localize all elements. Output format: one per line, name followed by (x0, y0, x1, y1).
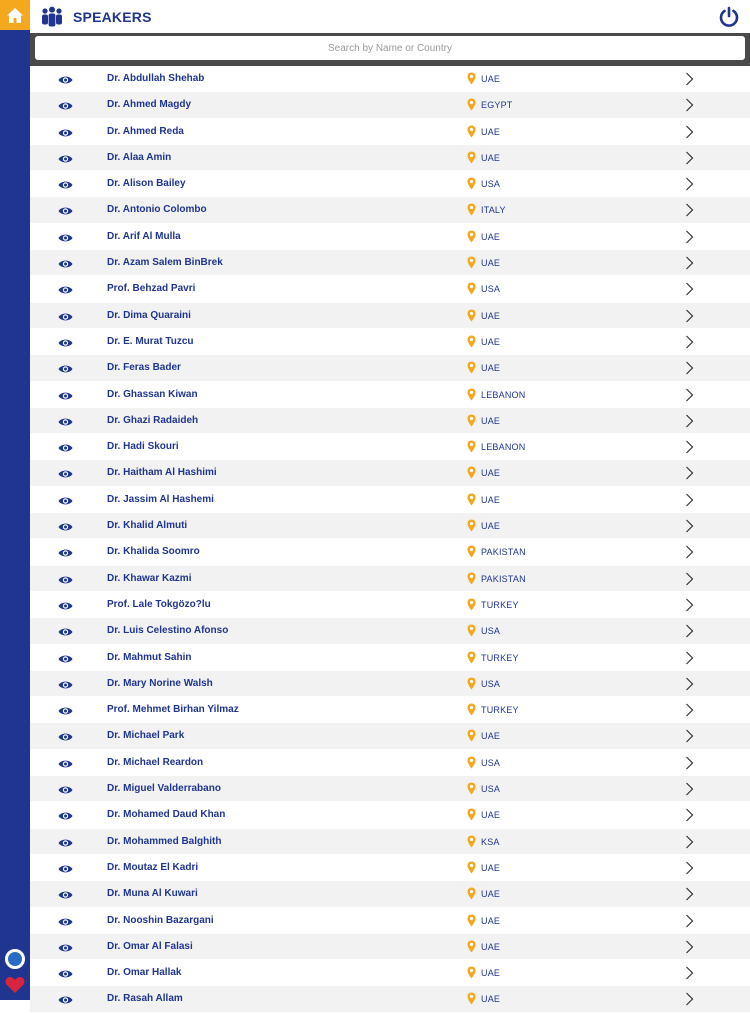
location-pin-icon (467, 861, 476, 874)
view-eye-icon[interactable] (58, 625, 73, 637)
search-bar (30, 33, 750, 67)
society-logo (3, 947, 27, 971)
speaker-row[interactable] (30, 460, 750, 486)
speaker-country: LEBANON (481, 442, 526, 453)
speaker-country: UAE (481, 415, 501, 426)
view-eye-icon[interactable] (58, 652, 73, 664)
speaker-row[interactable] (30, 592, 750, 618)
view-eye-icon[interactable] (58, 783, 73, 795)
speakers-group-icon (40, 6, 64, 28)
speaker-name: Dr. Arif Al Mulla (107, 230, 181, 242)
speaker-country: UAE (481, 336, 501, 347)
location-pin-icon (467, 493, 476, 506)
speaker-name: Dr. Mahmut Sahin (107, 651, 192, 663)
speaker-row[interactable] (30, 145, 750, 171)
speaker-country: USA (481, 678, 501, 689)
location-pin-icon (467, 466, 476, 479)
speaker-row[interactable] (30, 276, 750, 302)
chevron-right-icon[interactable] (685, 992, 694, 1006)
chevron-right-icon[interactable] (685, 545, 694, 559)
speaker-name: Dr. Mohamed Daud Khan (107, 809, 226, 821)
speaker-name: Dr. Miguel Valderrabano (107, 783, 221, 795)
view-eye-icon[interactable] (58, 573, 73, 585)
location-pin-icon (467, 808, 476, 821)
speaker-row[interactable] (30, 539, 750, 565)
speaker-name: Prof. Behzad Pavri (107, 283, 196, 295)
speaker-country: TURKEY (481, 652, 519, 663)
speaker-name: Dr. Michael Reardon (107, 756, 204, 768)
view-eye-icon[interactable] (58, 152, 73, 164)
location-pin-icon (467, 651, 476, 664)
view-eye-icon[interactable] (58, 941, 73, 953)
location-pin-icon (467, 335, 476, 348)
view-eye-icon[interactable] (58, 389, 73, 401)
speaker-country: USA (481, 626, 501, 637)
speaker-row[interactable] (30, 408, 750, 434)
view-eye-icon[interactable] (58, 310, 73, 322)
speaker-name: Dr. Omar Hallak (107, 967, 182, 979)
speaker-country: UAE (481, 231, 501, 242)
chevron-right-icon[interactable] (685, 151, 694, 165)
speaker-name: Dr. Ghazi Radaideh (107, 414, 199, 426)
speaker-country: UAE (481, 862, 501, 873)
speaker-row[interactable] (30, 855, 750, 881)
location-pin-icon (467, 98, 476, 111)
speaker-row[interactable] (30, 986, 750, 1012)
view-eye-icon[interactable] (58, 336, 73, 348)
location-pin-icon (467, 72, 476, 85)
speaker-country: UAE (481, 126, 501, 137)
speaker-row[interactable] (30, 434, 750, 460)
chevron-right-icon[interactable] (685, 388, 694, 402)
view-eye-icon[interactable] (58, 231, 73, 243)
heart-icon (5, 976, 25, 994)
speaker-name: Dr. Mary Norine Walsh (107, 677, 213, 689)
speaker-country: UAE (481, 889, 501, 900)
speaker-country: UAE (481, 968, 501, 979)
location-pin-icon (467, 887, 476, 900)
speaker-row[interactable] (30, 645, 750, 671)
view-eye-icon[interactable] (58, 678, 73, 690)
speaker-row[interactable] (30, 487, 750, 513)
speaker-row[interactable] (30, 750, 750, 776)
speaker-row[interactable] (30, 329, 750, 355)
speaker-name: Dr. Haitham Al Hashimi (107, 467, 217, 479)
speaker-name: Dr. Alaa Amin (107, 151, 172, 163)
speaker-name: Dr. Dima Quaraini (107, 309, 191, 321)
location-pin-icon (467, 177, 476, 190)
chevron-right-icon[interactable] (685, 808, 694, 822)
speaker-row[interactable] (30, 382, 750, 408)
power-icon[interactable] (718, 6, 740, 28)
chevron-right-icon[interactable] (685, 519, 694, 533)
speaker-country: UAE (481, 494, 501, 505)
speaker-name: Dr. Moutaz El Kadri (107, 861, 199, 873)
speaker-country: TURKEY (481, 705, 519, 716)
location-pin-icon (467, 519, 476, 532)
chevron-right-icon[interactable] (685, 966, 694, 980)
location-pin-icon (467, 203, 476, 216)
chevron-right-icon[interactable] (685, 940, 694, 954)
speaker-row[interactable] (30, 224, 750, 250)
location-pin-icon (467, 992, 476, 1005)
speaker-row[interactable] (30, 250, 750, 276)
location-pin-icon (467, 388, 476, 401)
speaker-name: Dr. Rasah Allam (107, 993, 183, 1005)
speaker-country: UAE (481, 74, 501, 84)
conference-banner (0, 0, 30, 1000)
speaker-country: LEBANON (481, 389, 526, 400)
speaker-country: UAE (481, 258, 501, 269)
speaker-row[interactable] (30, 171, 750, 197)
location-pin-icon (467, 677, 476, 690)
speaker-country: USA (481, 179, 501, 190)
location-pin-icon (467, 309, 476, 322)
location-pin-icon (467, 624, 476, 637)
chevron-right-icon[interactable] (685, 677, 694, 691)
speaker-row[interactable] (30, 513, 750, 539)
location-pin-icon (467, 151, 476, 164)
view-eye-icon[interactable] (58, 99, 73, 111)
speaker-country: EGYPT (481, 100, 513, 111)
speaker-country: UAE (481, 810, 501, 821)
view-eye-icon[interactable] (58, 126, 73, 138)
chevron-right-icon[interactable] (685, 914, 694, 928)
speaker-row[interactable] (30, 66, 750, 92)
speaker-row[interactable] (30, 618, 750, 644)
chevron-right-icon[interactable] (685, 729, 694, 743)
speaker-row[interactable] (30, 908, 750, 934)
speaker-country: UAE (481, 521, 501, 532)
chevron-right-icon[interactable] (685, 98, 694, 112)
chevron-right-icon[interactable] (685, 756, 694, 770)
chevron-right-icon[interactable] (685, 572, 694, 586)
speaker-name: Dr. Antonio Colombo (107, 204, 207, 216)
view-eye-icon[interactable] (58, 283, 73, 295)
chevron-right-icon[interactable] (685, 230, 694, 244)
location-pin-icon (467, 914, 476, 927)
chevron-right-icon[interactable] (685, 861, 694, 875)
speaker-name: Dr. Alison Bailey (107, 178, 186, 190)
chevron-right-icon[interactable] (685, 177, 694, 191)
speaker-row[interactable] (30, 671, 750, 697)
chevron-right-icon[interactable] (685, 256, 694, 270)
speaker-row[interactable] (30, 355, 750, 381)
speaker-name: Dr. Michael Park (107, 730, 185, 742)
chevron-right-icon[interactable] (685, 414, 694, 428)
speaker-name: Dr. Khawar Kazmi (107, 572, 192, 584)
speaker-country: UAE (481, 994, 501, 1005)
sidebar (0, 0, 30, 1000)
speaker-name: Dr. Khalid Almuti (107, 520, 188, 532)
view-eye-icon[interactable] (58, 204, 73, 216)
speaker-name: Dr. Ahmed Magdy (107, 99, 192, 111)
location-pin-icon (467, 835, 476, 848)
chevron-right-icon[interactable] (685, 887, 694, 901)
speaker-name: Dr. Mohammed Balghith (107, 835, 222, 847)
view-eye-icon[interactable] (58, 599, 73, 611)
chevron-right-icon[interactable] (685, 72, 694, 86)
speaker-name: Dr. Abdullah Shehab (107, 73, 205, 84)
view-eye-icon[interactable] (58, 862, 73, 874)
speaker-name: Dr. Khalida Soomro (107, 546, 200, 558)
speaker-country: UAE (481, 941, 501, 952)
speaker-country: USA (481, 284, 501, 295)
search-input[interactable] (35, 36, 745, 60)
chevron-right-icon[interactable] (685, 782, 694, 796)
chevron-right-icon[interactable] (685, 203, 694, 217)
speaker-row[interactable] (30, 303, 750, 329)
speaker-name: Dr. Luis Celestino Afonso (107, 625, 229, 637)
speaker-row[interactable] (30, 197, 750, 223)
view-eye-icon[interactable] (58, 178, 73, 190)
speaker-row[interactable] (30, 960, 750, 986)
speaker-country: USA (481, 757, 501, 768)
speaker-row[interactable] (30, 92, 750, 118)
view-eye-icon[interactable] (58, 257, 73, 269)
view-eye-icon[interactable] (58, 467, 73, 479)
speaker-row[interactable] (30, 829, 750, 855)
location-pin-icon (467, 756, 476, 769)
location-pin-icon (467, 966, 476, 979)
location-pin-icon (467, 545, 476, 558)
speaker-name: Dr. Ghassan Kiwan (107, 388, 198, 400)
speaker-name: Dr. Jassim Al Hashemi (107, 493, 214, 505)
speaker-country: UAE (481, 915, 501, 926)
speaker-name: Dr. Feras Bader (107, 362, 181, 374)
speaker-country: UAE (481, 310, 501, 321)
speaker-name: Dr. Nooshin Bazargani (107, 914, 214, 926)
speaker-row[interactable] (30, 802, 750, 828)
location-pin-icon (467, 572, 476, 585)
location-pin-icon (467, 940, 476, 953)
view-eye-icon[interactable] (58, 362, 73, 374)
location-pin-icon (467, 414, 476, 427)
header-bar (30, 0, 750, 33)
view-eye-icon[interactable] (58, 704, 73, 716)
chevron-right-icon[interactable] (685, 125, 694, 139)
speaker-row[interactable] (30, 566, 750, 592)
speaker-country: PAKISTAN (481, 547, 526, 558)
chevron-right-icon[interactable] (685, 624, 694, 638)
view-eye-icon[interactable] (58, 441, 73, 453)
chevron-right-icon[interactable] (685, 598, 694, 612)
location-pin-icon (467, 703, 476, 716)
chevron-right-icon[interactable] (685, 835, 694, 849)
chevron-right-icon[interactable] (685, 651, 694, 665)
view-eye-icon[interactable] (58, 888, 73, 900)
home-icon (6, 7, 24, 24)
speaker-name: Prof. Mehmet Birhan Yilmaz (107, 704, 239, 716)
view-eye-icon[interactable] (58, 809, 73, 821)
chevron-right-icon[interactable] (685, 335, 694, 349)
speaker-name: Dr. E. Murat Tuzcu (107, 335, 194, 347)
view-eye-icon[interactable] (58, 967, 73, 979)
location-pin-icon (467, 282, 476, 295)
speaker-country: ITALY (481, 205, 506, 216)
speaker-country: KSA (481, 836, 500, 847)
page-title: SPEAKERS (73, 9, 152, 25)
chevron-right-icon[interactable] (685, 361, 694, 375)
speaker-name: Prof. Lale Tokgözo?lu (107, 598, 211, 610)
speaker-row[interactable] (30, 776, 750, 802)
location-pin-icon (467, 230, 476, 243)
home-button[interactable] (0, 0, 30, 30)
chevron-right-icon[interactable] (685, 282, 694, 296)
speaker-row[interactable] (30, 881, 750, 907)
view-eye-icon[interactable] (58, 546, 73, 558)
location-pin-icon (467, 782, 476, 795)
view-eye-icon[interactable] (58, 993, 73, 1005)
speaker-country: TURKEY (481, 599, 519, 610)
speaker-country: UAE (481, 731, 501, 742)
speaker-country: UAE (481, 152, 501, 163)
view-eye-icon[interactable] (58, 73, 73, 85)
chevron-right-icon[interactable] (685, 493, 694, 507)
chevron-right-icon[interactable] (685, 309, 694, 323)
location-pin-icon (467, 361, 476, 374)
view-eye-icon[interactable] (58, 730, 73, 742)
location-pin-icon (467, 598, 476, 611)
speaker-name: Dr. Muna Al Kuwari (107, 888, 198, 900)
speaker-row[interactable] (30, 697, 750, 723)
view-eye-icon[interactable] (58, 494, 73, 506)
speaker-country: PAKISTAN (481, 573, 526, 584)
speaker-name: Dr. Azam Salem BinBrek (107, 257, 223, 269)
view-eye-icon[interactable] (58, 757, 73, 769)
speaker-row[interactable] (30, 934, 750, 960)
location-pin-icon (467, 256, 476, 269)
speaker-name: Dr. Omar Al Falasi (107, 940, 193, 952)
view-eye-icon[interactable] (58, 915, 73, 927)
speaker-name: Dr. Ahmed Reda (107, 125, 184, 137)
speaker-country: USA (481, 784, 501, 795)
speaker-name: Dr. Hadi Skouri (107, 441, 179, 453)
location-pin-icon (467, 729, 476, 742)
location-pin-icon (467, 440, 476, 453)
chevron-right-icon[interactable] (685, 466, 694, 480)
speaker-country: UAE (481, 363, 501, 374)
location-pin-icon (467, 125, 476, 138)
view-eye-icon[interactable] (58, 836, 73, 848)
speaker-row[interactable] (30, 723, 750, 749)
chevron-right-icon[interactable] (685, 703, 694, 717)
view-eye-icon[interactable] (58, 415, 73, 427)
speaker-row[interactable] (30, 119, 750, 145)
speaker-list (30, 66, 750, 1005)
view-eye-icon[interactable] (58, 520, 73, 532)
speaker-country: UAE (481, 468, 501, 479)
chevron-right-icon[interactable] (685, 440, 694, 454)
